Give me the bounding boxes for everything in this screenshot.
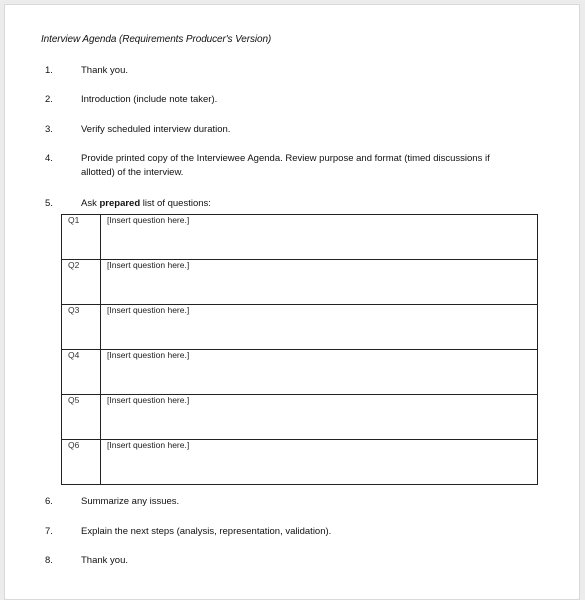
item-text-prefix: Ask	[81, 198, 100, 209]
agenda-item-5	[45, 197, 525, 211]
question-text: [Insert question here.]	[101, 305, 538, 350]
item-number: 7.	[45, 526, 53, 537]
item-text: Thank you.	[81, 555, 128, 566]
item-number: 5.	[45, 198, 53, 209]
question-label: Q1	[62, 215, 101, 260]
item-number: 2.	[45, 94, 53, 105]
agenda-item-8	[45, 554, 525, 568]
question-row	[62, 395, 538, 440]
question-text: [Insert question here.]	[101, 440, 538, 485]
item-number: 1.	[45, 65, 53, 76]
question-row	[62, 350, 538, 395]
item-number: 3.	[45, 124, 53, 135]
agenda-item-2	[45, 93, 525, 107]
agenda-item-7	[45, 525, 525, 539]
question-label: Q2	[62, 260, 101, 305]
document-title: Interview Agenda (Requirements Producer's Version)	[41, 34, 272, 45]
item-text: Provide printed copy of the Interviewee Agenda. Review purpose and format (timed discussions if allotted) of the interview.	[81, 153, 490, 178]
question-row	[62, 260, 538, 305]
agenda-item-6	[45, 495, 525, 509]
question-label: Q3	[62, 305, 101, 350]
question-row	[62, 215, 538, 260]
questions-table	[61, 214, 538, 485]
question-label: Q5	[62, 395, 101, 440]
item-number: 4.	[45, 153, 53, 164]
item-text: Introduction (include note taker).	[81, 94, 218, 105]
question-label: Q6	[62, 440, 101, 485]
question-text: [Insert question here.]	[101, 215, 538, 260]
item-text	[81, 197, 525, 211]
item-text: Verify scheduled interview duration.	[81, 124, 231, 135]
item-number: 8.	[45, 555, 53, 566]
document-page	[4, 4, 580, 600]
question-text: [Insert question here.]	[101, 350, 538, 395]
item-text-bold: prepared	[99, 198, 141, 209]
question-text: [Insert question here.]	[101, 395, 538, 440]
item-text: Explain the next steps (analysis, representation, validation).	[81, 526, 332, 537]
item-number: 6.	[45, 496, 53, 507]
item-text: Thank you.	[81, 65, 128, 76]
agenda-item-1	[45, 64, 525, 78]
question-row	[62, 440, 538, 485]
agenda-item-3	[45, 123, 525, 137]
item-text: Summarize any issues.	[81, 496, 180, 507]
question-label: Q4	[62, 350, 101, 395]
question-text: [Insert question here.]	[101, 260, 538, 305]
agenda-item-4	[45, 152, 525, 180]
question-row	[62, 305, 538, 350]
item-text-suffix: list of questions:	[140, 198, 211, 209]
